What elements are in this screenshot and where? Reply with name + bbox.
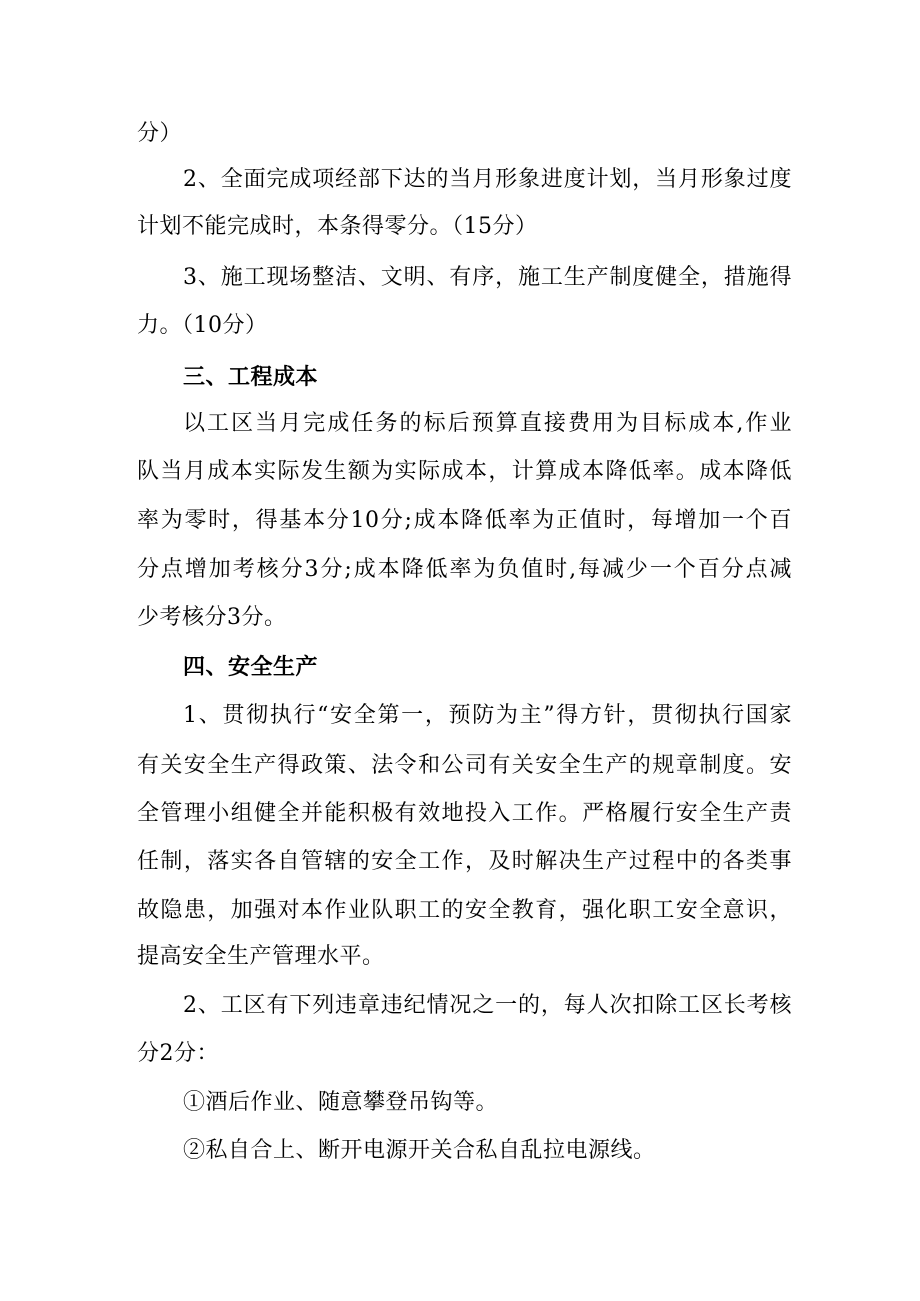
- list-item: ①酒后作业、随意攀登吊钩等。: [183, 1090, 499, 1115]
- text-line: 任制，落实各自管辖的安全工作，及时解决生产过程中的各类事: [137, 849, 792, 874]
- text-line: 队当月成本实际发生额为实际成本，计算成本降低率。成本降低: [137, 459, 792, 484]
- text-line: 全管理小组健全并能积极有效地投入工作。严格履行安全生产责: [137, 801, 792, 826]
- text-line: 分2分：: [137, 1041, 219, 1066]
- text-line: 故隐患，加强对本作业队职工的安全教育，强化职工安全意识，: [137, 898, 792, 923]
- text-line: 少考核分3分。: [137, 605, 287, 630]
- text-line: 力。（10分）: [137, 313, 268, 338]
- text-line: 2、全面完成项经部下达的当月形象进度计划，当月形象过度: [183, 167, 792, 192]
- text-line: 计划不能完成时，本条得零分。（15分）: [137, 214, 538, 239]
- text-line: 分点增加考核分3分;成本降低率为负值时,每减少一个百分点减: [137, 557, 792, 582]
- section-heading: 四、安全生产: [183, 654, 319, 680]
- text-line: 1、贯彻执行“安全第一，预防为主”得方针，贯彻执行国家: [183, 703, 792, 728]
- list-item: ②私自合上、断开电源开关合私自乱拉电源线。: [183, 1138, 656, 1163]
- text-line: 以工区当月完成任务的标后预算直接费用为目标成本,作业: [183, 411, 792, 436]
- text-line: 分）: [137, 121, 183, 146]
- section-heading: 三、工程成本: [183, 364, 319, 390]
- text-line: 2、工区有下列违章违纪情况之一的，每人次扣除工区长考核: [183, 993, 792, 1018]
- text-line: 3、施工现场整洁、文明、有序，施工生产制度健全，措施得: [183, 265, 792, 290]
- text-line: 提高安全生产管理水平。: [137, 944, 385, 969]
- text-line: 有关安全生产得政策、法令和公司有关安全生产的规章制度。安: [137, 753, 792, 778]
- text-line: 率为零时，得基本分10分;成本降低率为正值时，每增加一个百: [137, 508, 792, 533]
